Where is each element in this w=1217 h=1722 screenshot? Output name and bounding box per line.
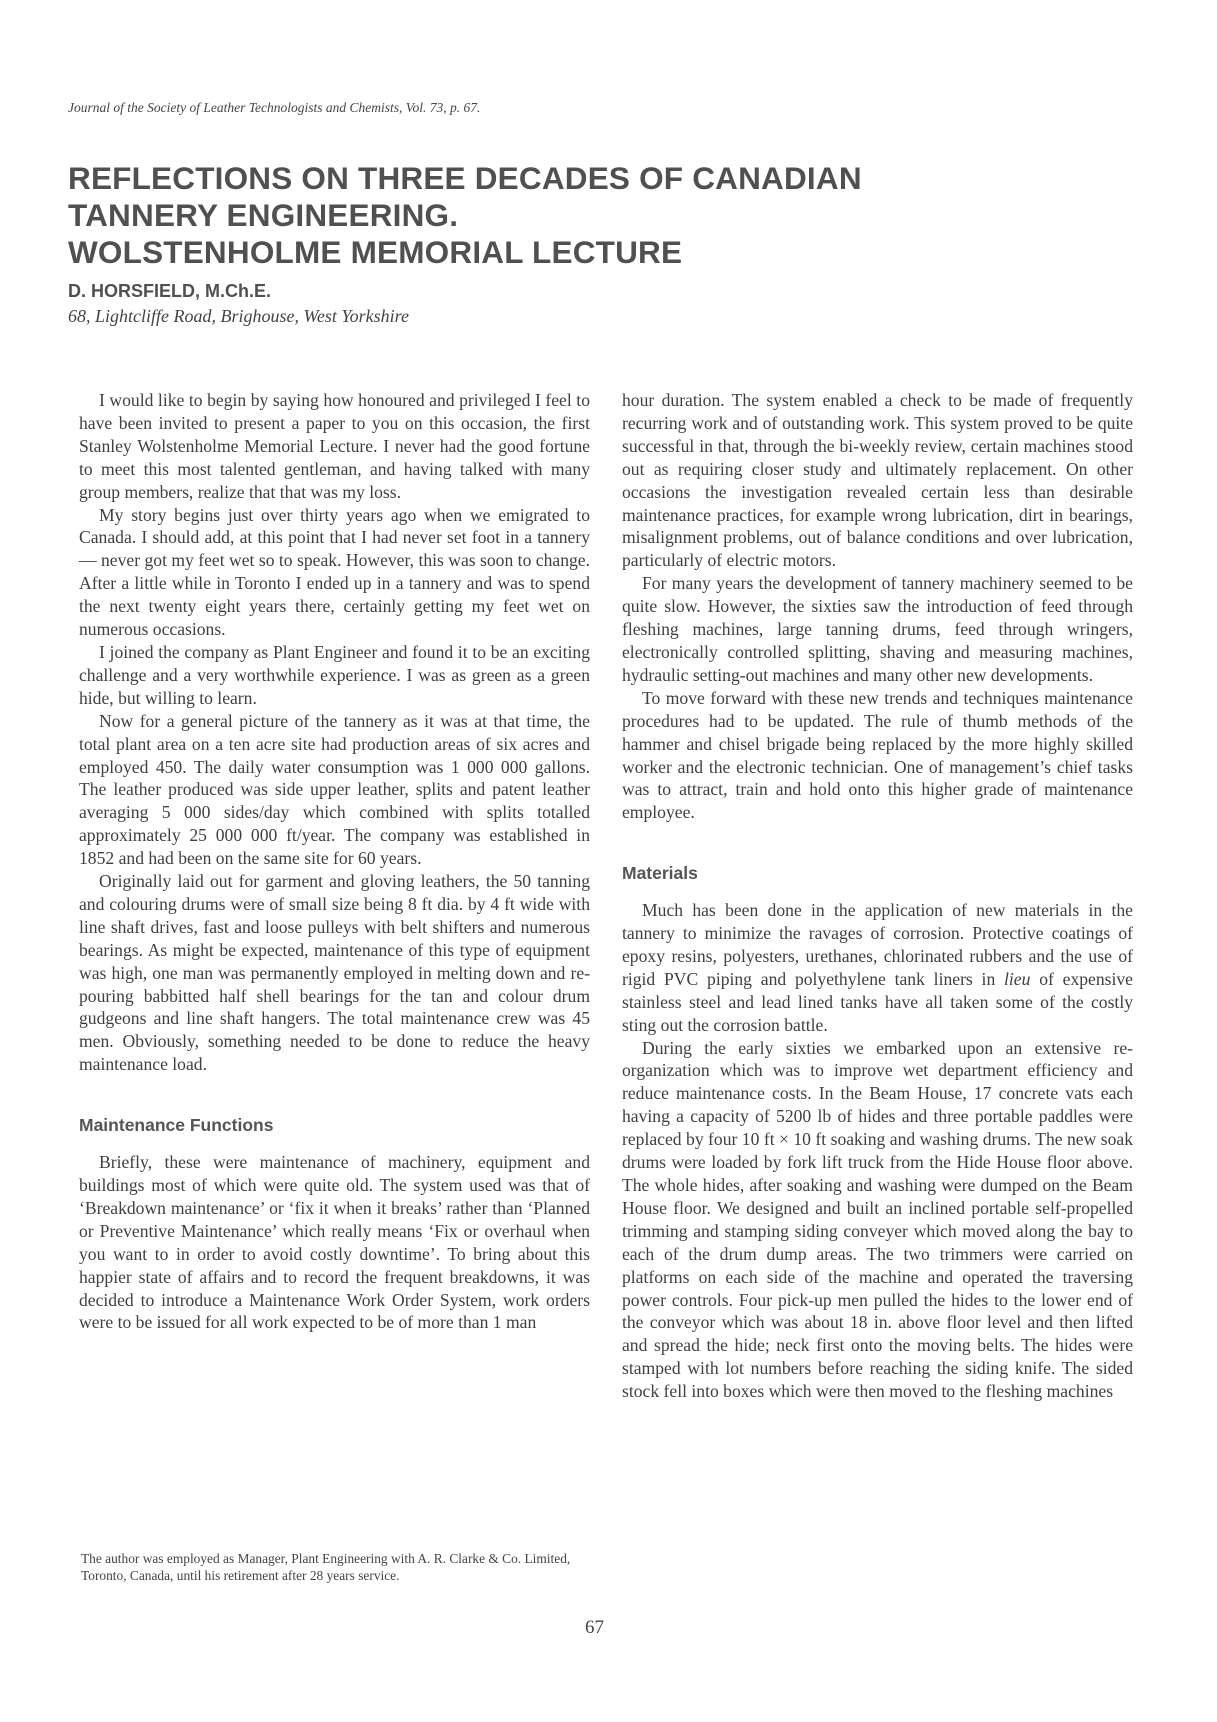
section-heading-maintenance-functions: Maintenance Functions [79, 1115, 274, 1136]
paragraph: Now for a general picture of the tannery as it was at that time, the total plant area on a ten acre site had production areas of six acres and employed 450. The daily water consumption was 1 000 000 gallons. The leather produced was side upper leather, splits and patent leather averaging 5 000 sides/day which combined with splits totalled approximately 25 000 000 ft/year. The company was established in 1852 and had been on the same site for 60 years. [79, 710, 590, 869]
text-run: of expensive stainless steel and lead lined tanks have all taken some of the costly sting out the corrosion battle. [622, 968, 1133, 1035]
author-footnote: The author was employed as Manager, Plant Engineering with A. R. Clarke & Co. Limited, Toronto, Canada, until his retirement after 28 years service. [81, 1551, 571, 1583]
paragraph: I would like to begin by saying how honoured and privileged I feel to have been invited to present a paper to you on this occasion, the first Stanley Wolstenholme Memorial Lecture. I never had the good fortune to meet this most talented gentleman, and having talked with many group members, realize that that was my loss. [79, 390, 590, 502]
author-name: D. HORSFIELD, M.Ch.E. [68, 281, 272, 301]
text-run: Much has been done in the application of new materials in the tannery to minimize the ravages of corrosion. Protective coatings of epoxy resins, polyesters, urethanes, chlorinated rubbers and the use of rigid PVC piping and polyethylene tank liners in [622, 900, 1133, 989]
paragraph: Briefly, these were maintenance of machinery, equipment and buildings most of which were quite old. The system used was that of ‘Breakdown maintenance’ or ‘fix it when it breaks’ rather than ‘Planned or Preventive Maintenance’ which really means ‘Fix or overhaul when you want to in order to avoid costly downtime’. To bring about this happier state of affairs and to record the frequent breakdowns, it was decided to introduce a Maintenance Work Order System, work orders were to be issued for all work expected to be of more than 1 man [79, 1152, 590, 1333]
left-column [79, 389, 590, 1334]
paragraph: During the early sixties we embarked upon an extensive re-organization which was to improve wet department efficiency and reduce maintenance costs. In the Beam House, 17 concrete vats each having a capacity of 5200 lb of hides and three portable paddles were replaced by four 10 ft × 10 ft soaking and washing drums. The new soak drums were loaded by fork lift truck from the Hide House floor above. The whole hides, after soaking and washing were dumped on the Beam House floor. We designed and built an inclined portable self-propelled trimming and stamping siding conveyer which moved along the bay to each of the drum dump areas. The two trimmers were carried on platforms on each side of the machine and operated the traversing power controls. Four pick-up men pulled the hides to the lower end of the conveyor which was about 18 in. above floor level and then lifted and spread the hide; neck first onto the moving belts. The hides were stamped with lot numbers before reaching the siding knife. The sided stock fell into boxes which were then moved to the fleshing machines [622, 1037, 1133, 1402]
title-line: REFLECTIONS ON THREE DECADES OF CANADIAN [68, 160, 862, 196]
title-line: TANNERY ENGINEERING. [68, 197, 459, 233]
article-title [68, 160, 1118, 271]
paragraph: Originally laid out for garment and gloving leathers, the 50 tanning and colouring drums were of small size being 8 ft dia. by 4 ft wide with line shaft drives, fast and loose pulleys with belt shifters and numerous bearings. As might be expected, maintenance of this type of equipment was high, one man was permanently employed in melting down and re-pouring babbitted half shell bearings for the tan and colour drum gudgeons and line shaft hangers. The total maintenance crew was 45 men. Obviously, something needed to be done to reduce the heavy maintenance load. [79, 871, 590, 1075]
paragraph: hour duration. The system enabled a check to be made of frequently recurring work and of outstanding work. This system proved to be quite successful in that, through the bi-weekly review, certain machines stood out as requiring closer study and ultimately replacement. On other occasions the investigation revealed certain less than desirable maintenance practices, for example wrong lubrication, dirt in bearings, misalignment problems, out of balance conditions and over lubrication, particularly of electric motors. [622, 390, 1133, 571]
section-heading-materials: Materials [622, 863, 698, 884]
journal-citation: Journal of the Society of Leather Technologists and Chemists, Vol. 73, p. 67. [68, 100, 481, 115]
title-line: WOLSTENHOLME MEMORIAL LECTURE [68, 234, 683, 270]
author-address: 68, Lightcliffe Road, Brighouse, West Yorkshire [68, 306, 410, 326]
paragraph: To move forward with these new trends and techniques maintenance procedures had to be updated. The rule of thumb methods of the hammer and chisel brigade being replaced by the more highly skilled worker and the electronic technician. One of management’s chief tasks was to attract, train and hold onto this higher grade of maintenance employee. [622, 687, 1133, 823]
right-column [622, 389, 1133, 1403]
page-number: 67 [585, 1617, 604, 1638]
paragraph [622, 899, 1133, 1036]
paragraph: I joined the company as Plant Engineer and found it to be an exciting challenge and a very worthwhile experience. I was as green as a green hide, but willing to learn. [79, 641, 590, 708]
italic-term: lieu [1004, 968, 1031, 989]
paragraph: For many years the development of tannery machinery seemed to be quite slow. However, the sixties saw the introduction of feed through fleshing machines, large tanning drums, feed through wringers, electronically controlled splitting, shaving and measuring machines, hydraulic setting-out machines and many other new developments. [622, 573, 1133, 685]
paragraph: My story begins just over thirty years ago when we emigrated to Canada. I should add, at this point that I had never set foot in a tannery — never got my feet wet so to speak. However, this was soon to change. After a little while in Toronto I ended up in a tannery and was to spend the next twenty eight years there, certainly getting my feet wet on numerous occasions. [79, 504, 590, 640]
